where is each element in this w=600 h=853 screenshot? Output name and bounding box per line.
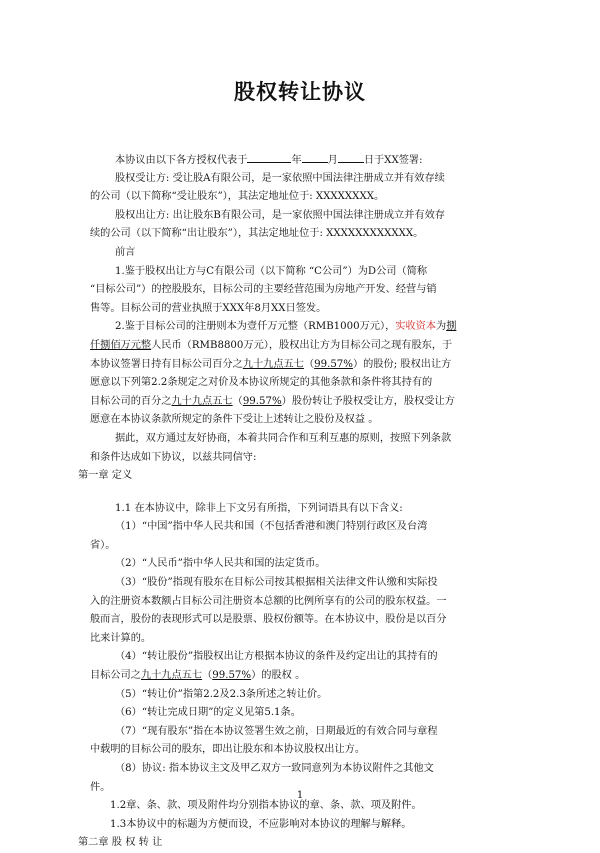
definition-line: （8）协议: 指本协议主文及甲乙双方一致同意列为本协议附件之其他文	[115, 763, 434, 774]
year-blank	[247, 151, 291, 163]
signing-prefix: 本协议由以下各方授权代表于	[115, 155, 248, 166]
day-suffix: 日于XX签署:	[363, 155, 423, 166]
definition-line: 省）。	[90, 539, 116, 551]
transferee-line-1: 股权受让方: 受让股A有限公司，是一家依照中国法律注册成立并有效存续	[115, 172, 445, 184]
text-span: 本协议签署日持有目标公司百分之	[90, 358, 243, 370]
definition-line: 件。	[90, 781, 111, 793]
signing-date-line	[90, 151, 515, 170]
text-span: 目标公司之	[90, 670, 141, 682]
preamble-item2-line	[90, 393, 515, 412]
preamble-item2-line	[90, 337, 515, 356]
definition-line: 中载明的目标公司的股东，即出让股东和本协议股权出让方。	[90, 744, 366, 756]
text-span: 目标公司的百分之	[90, 395, 172, 407]
transferor-line-1: 股权出让方: 出让股东B有限公司，是一家依照中国法律注册成立并有效存	[115, 209, 445, 221]
definition-line: 比来计算的。	[90, 632, 152, 644]
underlined-percentage: 99.57%	[242, 395, 282, 407]
chapter2-heading: 第二章 股 权 转 让	[78, 837, 163, 849]
text-span: （	[232, 395, 243, 407]
definition-line: （2）“人民币”指中华人民共和国的法定货币。	[115, 558, 326, 570]
transferor-line-2: 续的公司（以下简称“出让股东”），其法定地址位于: XXXXXXXXXXXX。	[90, 228, 424, 240]
underlined-percentage: 99.57%	[212, 670, 252, 682]
preamble-conclusion-line: 据此，双方通过友好协商，本着共同合作和互利互惠的原则，按照下列条款	[115, 432, 452, 444]
chapter1-heading: 第一章 定义	[78, 470, 133, 482]
document-title: 股权转让协议	[234, 80, 366, 104]
preamble-conclusion-line: 和条件达成如下协议，以兹共同信守:	[90, 451, 257, 463]
definition-line: （1）“中国”指中华人民共和国（不包括香港和澳门特别行政区及台湾	[115, 521, 428, 533]
definition-line: （5）“转让价”指第2.2及2.3条所述之转让价。	[115, 688, 328, 700]
transferee-line-2: 的公司（以下简称“受让股东”），其法定地址位于: XXXXXXXX。	[90, 191, 385, 203]
day-blank	[338, 151, 364, 163]
year-label: 年	[291, 155, 302, 166]
text-span: 人民币（RMB8800万元），股权出让方为目标公司之现有股东，于	[151, 339, 453, 351]
definition-line: 入的注册资本数额占目标公司注册资本总额的比例所享有的公司的股东权益。一	[90, 595, 447, 607]
definition-line: （4）“转让股份”指股权出让方根据本协议的条件及约定出让的其持有的	[115, 651, 438, 663]
underlined-percentage: 99.57%	[314, 358, 353, 370]
text-span: 2.鉴于目标公司的注册则本为壹仟万元整（RMB1000万元），	[115, 321, 396, 333]
month-label: 月	[327, 155, 338, 166]
text-span: ）股份转让予股权受让方，股权受让方	[281, 395, 455, 407]
preamble-item1-line: “目标公司”）的控股股东，目标公司的主要经营范围为房地产开发、经营与销	[90, 284, 437, 296]
document-body	[78, 151, 515, 853]
definition-line: （7）“现有股东”指在本协议签署生效之前，日期最近的有效合同与章程	[115, 725, 438, 737]
definition-line: （6）“转让完成日期”的定义见第5.1条。	[115, 707, 301, 719]
month-blank	[302, 151, 328, 163]
page-number: 1	[296, 790, 304, 801]
preamble-item2-line: 愿意在本协议条款所规定的条件下受让上述转让之股份及权益 。	[90, 414, 379, 426]
definition-line: （3）“股份”指现有股东在目标公司按其根据相关法律文件认缴和实际投	[115, 577, 438, 589]
definitions-intro: 1.1 在本协议中，除非上下文另有所指，下列词语具有以下含义:	[115, 502, 403, 514]
underlined-percentage-words: 九十九点五七	[242, 358, 304, 370]
underlined-percentage-words: 九十九点五七	[171, 395, 233, 407]
text-span: 为	[436, 321, 447, 333]
preamble-item2-line	[90, 318, 515, 337]
underlined-amount: 仟捌佰万元整	[90, 339, 152, 351]
underlined-percentage-words: 九十九点五七	[140, 670, 203, 682]
spacer	[90, 486, 515, 500]
preamble-item1-line: 1.鉴于股权出让方与C有限公司（以下简称 “C公司”）为D公司（简称	[115, 265, 428, 277]
paid-in-capital-highlight: 实收资本	[395, 321, 437, 333]
clause-1-2: 1.2章、条、款、项及附件均分别指本协议的章、条、款、项及附件。	[110, 800, 422, 812]
preamble-item2-line: 愿意以下列第2.2条规定之对价及本协议所规定的其他条款和条件将其持有的	[90, 377, 433, 389]
preamble-heading: 前言	[115, 246, 136, 258]
text-span: ）的股权 。	[251, 670, 306, 682]
preamble-item2-line	[90, 356, 515, 375]
preamble-item1-line: 售等。目标公司的营业执照于XXX年8月XX日签发。	[90, 302, 327, 314]
text-span: ）的股份; 股权出让方	[352, 358, 452, 370]
definition-line: 般而言，股份的表现形式可以是股票、股权份额等。在本协议中，股份是以百分	[90, 614, 447, 626]
text-span: （	[303, 358, 315, 370]
definition-line	[90, 667, 515, 686]
clause-1-3: 1.3本协议中的标题为方便而设，不应影响对本协议的理解与解释。	[110, 818, 412, 830]
underlined-amount: 捌	[446, 321, 457, 333]
text-span: （	[202, 670, 213, 682]
